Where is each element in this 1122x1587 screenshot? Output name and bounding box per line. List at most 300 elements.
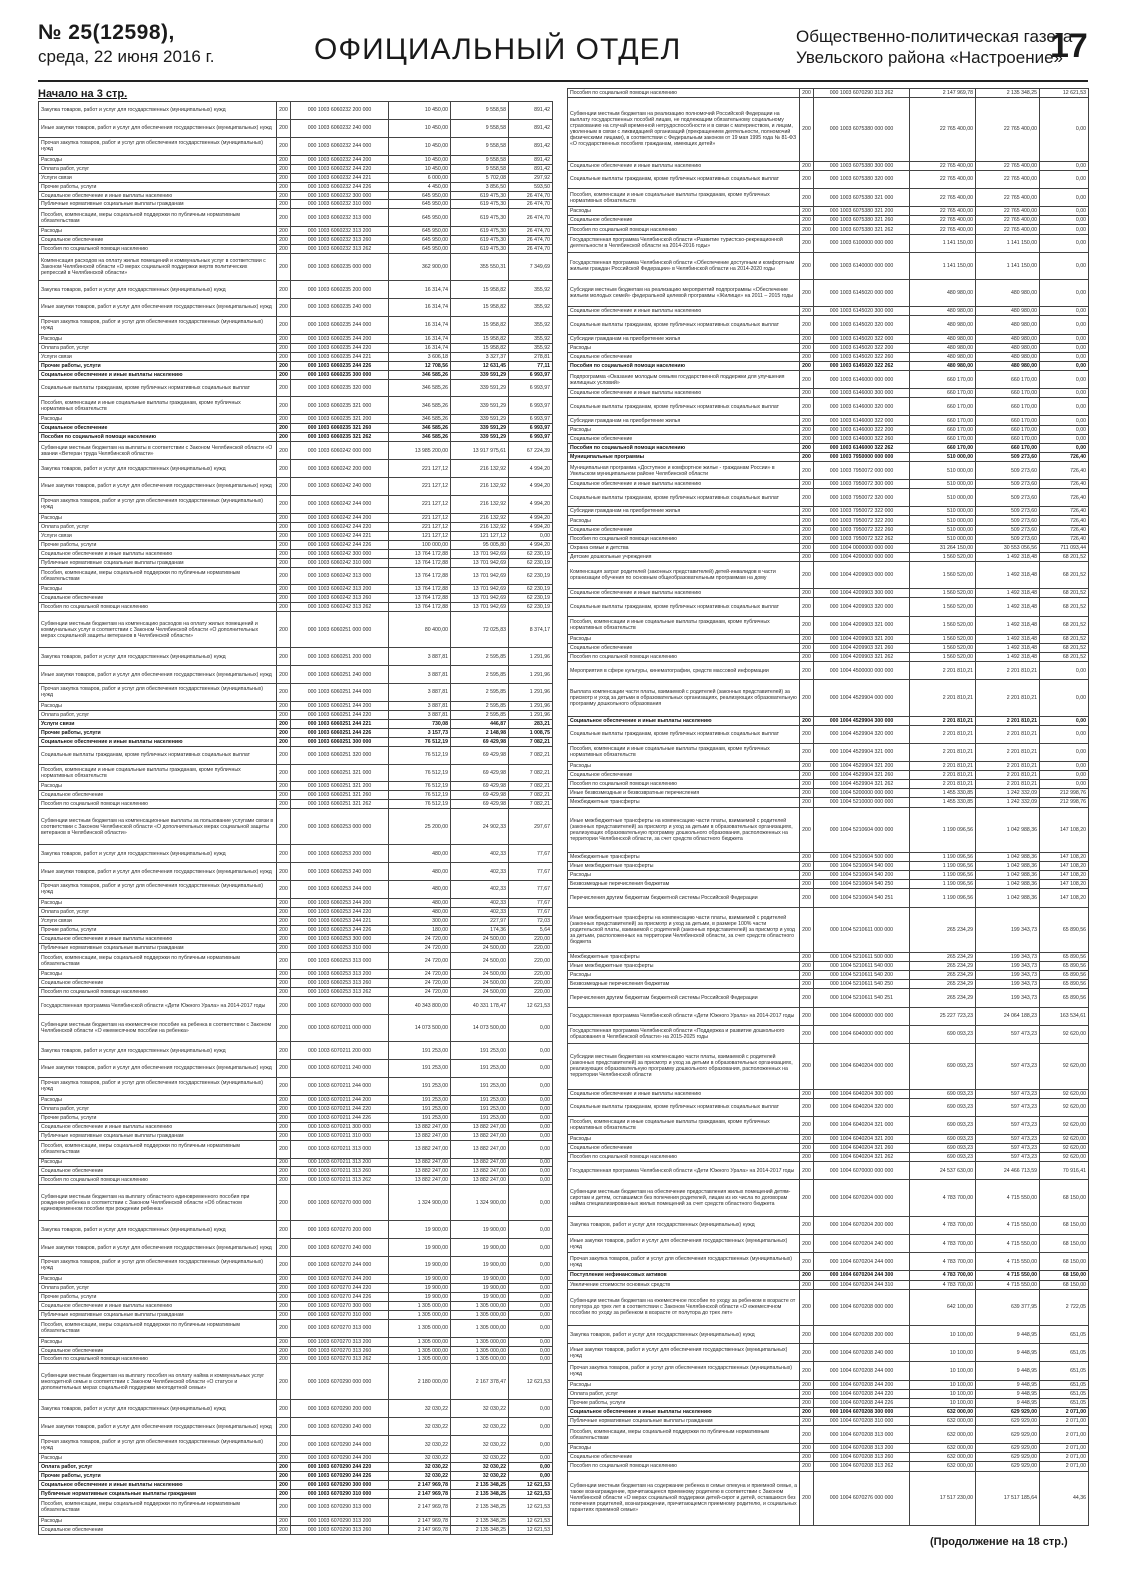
row-executed-amount: 1 242 332,09 <box>976 789 1040 798</box>
row-code-200: 200 <box>800 352 814 361</box>
row-budget-code: 000 1003 6070290 240 000 <box>291 1418 389 1436</box>
row-description: Оплата работ, услуг <box>39 1104 277 1113</box>
row-unexecuted-amount: 220,00 <box>509 970 553 979</box>
row-approved-amount: 1 455 330,85 <box>910 789 976 798</box>
row-executed-amount: 199 343,73 <box>976 980 1040 989</box>
row-budget-code: 000 1003 6060251 244 000 <box>291 683 389 701</box>
row-code-200: 200 <box>277 460 291 478</box>
row-approved-amount: 2 201 810,21 <box>910 762 976 771</box>
row-approved-amount: 10 100,00 <box>910 1380 976 1389</box>
row-code-200: 200 <box>800 662 814 680</box>
row-unexecuted-amount: 2 071,00 <box>1040 1453 1089 1462</box>
row-executed-amount: 199 343,73 <box>976 971 1040 980</box>
row-approved-amount: 2 201 810,21 <box>910 716 976 725</box>
table-row <box>568 489 1089 507</box>
row-executed-amount: 13 882 247,00 <box>451 1176 509 1185</box>
row-unexecuted-amount: 26 474,70 <box>509 200 553 209</box>
row-code-200: 200 <box>277 361 291 370</box>
row-budget-code: 000 1004 6070204 240 000 <box>814 1235 910 1253</box>
row-budget-code: 000 1003 6070211 313 262 <box>291 1176 389 1185</box>
row-description: Социальное обеспечение и иные выплаты населению <box>568 716 800 725</box>
row-approved-amount: 2 201 810,21 <box>910 662 976 680</box>
row-description: Закупка товаров, работ и услуг для государственных (муниципальных) нужд <box>39 460 277 478</box>
row-approved-amount: 16 314,74 <box>389 281 451 299</box>
row-executed-amount: 227,97 <box>451 916 509 925</box>
row-budget-code: 000 1004 6070204 000 000 <box>814 1180 910 1216</box>
row-budget-code: 000 1003 6075380 000 000 <box>814 98 910 162</box>
row-code-200: 200 <box>800 1326 814 1344</box>
row-unexecuted-amount: 0,00 <box>509 1301 553 1310</box>
row-code-200: 200 <box>277 1095 291 1104</box>
row-budget-code: 000 1004 6040204 321 262 <box>814 1153 910 1162</box>
table-row <box>39 1077 553 1095</box>
table-row <box>39 1418 553 1436</box>
table-row <box>39 379 553 397</box>
row-unexecuted-amount: 65 890,56 <box>1040 989 1089 1007</box>
row-unexecuted-amount: 0,00 <box>509 1113 553 1122</box>
row-approved-amount: 265 234,29 <box>910 971 976 980</box>
continued-to-label: (Продолжение на 18 стр.) <box>930 1536 1068 1548</box>
row-budget-code: 000 1004 6040204 321 000 <box>814 1116 910 1134</box>
row-description: Пособия по социальной помощи населению <box>39 603 277 612</box>
row-description: Субсидии местным бюджетам на компенсацию части платы, взимаемой с родителей (законных представителей) за присмотр и уход за детьми в образовательных организациях, реализующих образовательную программу дошкольного образования, расположенных на территории Челябинской области <box>568 1044 800 1090</box>
row-executed-amount: 69 429,98 <box>451 764 509 782</box>
row-code-200: 200 <box>800 853 814 862</box>
table-row <box>39 191 553 200</box>
table-row <box>39 513 553 522</box>
row-description: Прочая закупка товаров, работ и услуг для обеспечения государственных (муниципальных) нужд <box>568 1253 800 1271</box>
table-row <box>568 161 1089 170</box>
row-description: Пособия, компенсации, меры социальной поддержки по публичным нормативным обязательствам <box>39 1498 277 1516</box>
row-code-200: 200 <box>800 1344 814 1362</box>
table-row <box>39 916 553 925</box>
row-approved-amount: 2 201 810,21 <box>910 780 976 789</box>
row-executed-amount: 13 701 942,69 <box>451 603 509 612</box>
row-unexecuted-amount: 0,00 <box>509 1471 553 1480</box>
row-code-200: 200 <box>800 743 814 761</box>
row-unexecuted-amount: 355,92 <box>509 343 553 352</box>
row-unexecuted-amount: 5,64 <box>509 925 553 934</box>
row-code-200: 200 <box>277 1239 291 1257</box>
row-budget-code: 000 1003 6075380 321 000 <box>814 189 910 207</box>
row-code-200: 200 <box>800 862 814 871</box>
row-executed-amount: 660 170,00 <box>976 398 1040 416</box>
row-executed-amount: 2 595,85 <box>451 683 509 701</box>
table-row <box>39 719 553 728</box>
table-row <box>39 1310 553 1319</box>
row-approved-amount: 191 253,00 <box>389 1077 451 1095</box>
row-description: Социальное обеспечение <box>568 216 800 225</box>
row-description: Прочие работы, услуги <box>39 1113 277 1122</box>
row-executed-amount: 22 765 400,00 <box>976 225 1040 234</box>
row-code-200: 200 <box>800 1462 814 1471</box>
row-unexecuted-amount: 2 071,00 <box>1040 1416 1089 1425</box>
table-row <box>568 1044 1089 1090</box>
row-description: Пособия по социальной помощи населению <box>39 800 277 809</box>
row-executed-amount: 13 882 247,00 <box>451 1122 509 1131</box>
row-code-200: 200 <box>277 1400 291 1418</box>
row-unexecuted-amount: 4 994,20 <box>509 522 553 531</box>
row-unexecuted-amount: 62 230,19 <box>509 603 553 612</box>
row-approved-amount: 265 234,29 <box>910 980 976 989</box>
row-approved-amount: 1 305 000,00 <box>389 1301 451 1310</box>
table-row <box>39 1257 553 1275</box>
row-unexecuted-amount: 651,05 <box>1040 1380 1089 1389</box>
row-unexecuted-amount: 0,00 <box>1040 207 1089 216</box>
row-approved-amount: 3 157,73 <box>389 728 451 737</box>
row-budget-code: 000 1004 6070208 313 262 <box>814 1462 910 1471</box>
row-executed-amount: 629 929,00 <box>976 1444 1040 1453</box>
row-executed-amount: 480 980,00 <box>976 343 1040 352</box>
row-unexecuted-amount: 355,92 <box>509 281 553 299</box>
table-row <box>568 1389 1089 1398</box>
row-code-200: 200 <box>277 102 291 120</box>
table-row <box>39 809 553 845</box>
row-budget-code: 000 1003 6060253 310 000 <box>291 943 389 952</box>
row-code-200: 200 <box>277 200 291 209</box>
row-code-200: 200 <box>277 728 291 737</box>
row-executed-amount: 2 201 810,21 <box>976 762 1040 771</box>
row-description: Социальное обеспечение <box>568 352 800 361</box>
table-row <box>568 225 1089 234</box>
row-approved-amount: 632 000,00 <box>910 1416 976 1425</box>
row-description: Подпрограмма «Оказание молодым семьям государственной поддержки для улучшения жилищных условий» <box>568 370 800 388</box>
row-approved-amount: 510 000,00 <box>910 452 976 461</box>
row-approved-amount: 2 147 969,78 <box>389 1480 451 1489</box>
row-code-200: 200 <box>277 137 291 155</box>
table-row <box>39 728 553 737</box>
row-budget-code: 000 1003 6070211 313 260 <box>291 1167 389 1176</box>
row-code-200: 200 <box>277 540 291 549</box>
row-executed-amount: 619 475,30 <box>451 236 509 245</box>
row-description: Иные закупки товаров, работ и услуг для обеспечения государственных (муниципальных) нужд <box>39 863 277 881</box>
row-code-200: 200 <box>800 771 814 780</box>
row-budget-code: 000 1003 6070290 313 000 <box>291 1498 389 1516</box>
row-approved-amount: 24 720,00 <box>389 970 451 979</box>
row-executed-amount: 32 030,22 <box>451 1471 509 1480</box>
row-code-200: 200 <box>277 567 291 585</box>
row-unexecuted-amount: 147 108,20 <box>1040 871 1089 880</box>
row-description: Оплата работ, услуг <box>39 1462 277 1471</box>
row-description: Расходы <box>568 1135 800 1144</box>
row-budget-code: 000 1004 6040204 320 000 <box>814 1098 910 1116</box>
row-unexecuted-amount: 70 916,41 <box>1040 1162 1089 1180</box>
row-code-200: 200 <box>800 216 814 225</box>
table-row <box>39 710 553 719</box>
budget-table-right <box>567 88 1089 1526</box>
row-executed-amount: 174,36 <box>451 925 509 934</box>
row-budget-code: 000 1003 6060242 200 000 <box>291 460 389 478</box>
row-code-200: 200 <box>277 334 291 343</box>
row-unexecuted-amount: 62 230,19 <box>509 585 553 594</box>
row-approved-amount: 13 764 172,88 <box>389 603 451 612</box>
row-executed-amount: 446,87 <box>451 719 509 728</box>
row-budget-code: 000 1003 6070270 300 000 <box>291 1301 389 1310</box>
row-budget-code: 000 1003 6060253 244 220 <box>291 907 389 916</box>
row-description: Пособия, компенсации и иные социальные выплаты гражданам, кроме публичных нормативных обязательств <box>568 189 800 207</box>
row-unexecuted-amount: 68 201,52 <box>1040 589 1089 598</box>
table-row <box>39 666 553 684</box>
row-code-200: 200 <box>277 415 291 424</box>
row-code-200: 200 <box>277 934 291 943</box>
row-executed-amount: 1 305 000,00 <box>451 1310 509 1319</box>
row-budget-code: 000 1003 6070290 000 000 <box>291 1364 389 1400</box>
table-row <box>568 1135 1089 1144</box>
row-approved-amount: 25 227 723,23 <box>910 1007 976 1025</box>
table-row <box>39 701 553 710</box>
row-approved-amount: 24 720,00 <box>389 943 451 952</box>
table-row <box>39 245 553 254</box>
row-unexecuted-amount: 4 994,20 <box>509 460 553 478</box>
table-row <box>39 558 553 567</box>
row-unexecuted-amount: 77,67 <box>509 845 553 863</box>
table-row <box>568 1326 1089 1344</box>
row-budget-code: 000 1004 6070276 000 000 <box>814 1471 910 1526</box>
row-budget-code: 000 1003 6060251 000 000 <box>291 612 389 648</box>
row-description: Субвенции местным бюджетам на выплаты в соответствии с Законом Челябинской области «О звании «Ветеран труда Челябинской области» <box>39 442 277 460</box>
table-row <box>568 1280 1089 1289</box>
row-budget-code: 000 1003 6070270 244 220 <box>291 1283 389 1292</box>
row-unexecuted-amount: 220,00 <box>509 988 553 997</box>
row-unexecuted-amount: 0,00 <box>509 1167 553 1176</box>
row-budget-code: 000 1003 6070270 200 000 <box>291 1221 389 1239</box>
row-executed-amount: 1 141 150,00 <box>976 234 1040 252</box>
row-executed-amount: 13 882 247,00 <box>451 1140 509 1158</box>
row-unexecuted-amount: 68 150,00 <box>1040 1271 1089 1280</box>
row-description: Закупка товаров, работ и услуг для государственных (муниципальных) нужд <box>39 1400 277 1418</box>
table-row <box>39 737 553 746</box>
row-description: Социальные выплаты гражданам, кроме публичных нормативных социальных выплат <box>568 170 800 188</box>
row-unexecuted-amount: 726,40 <box>1040 461 1089 479</box>
row-code-200: 200 <box>800 1025 814 1043</box>
row-executed-amount: 69 429,98 <box>451 791 509 800</box>
table-row <box>39 1167 553 1176</box>
table-row <box>39 182 553 191</box>
row-description: Иные закупки товаров, работ и услуг для обеспечения государственных (муниципальных) нужд <box>39 666 277 684</box>
row-description: Социальное обеспечение <box>568 1144 800 1153</box>
row-code-200: 200 <box>277 997 291 1015</box>
row-unexecuted-amount: 6 993,97 <box>509 424 553 433</box>
row-executed-amount: 1 492 318,48 <box>976 634 1040 643</box>
row-approved-amount: 76 512,19 <box>389 782 451 791</box>
row-code-200: 200 <box>277 988 291 997</box>
row-approved-amount: 22 765 400,00 <box>910 207 976 216</box>
row-code-200: 200 <box>277 352 291 361</box>
row-approved-amount: 22 765 400,00 <box>910 98 976 162</box>
row-approved-amount: 22 765 400,00 <box>910 225 976 234</box>
table-row <box>568 971 1089 980</box>
row-budget-code: 000 1003 6146000 300 000 <box>814 389 910 398</box>
row-approved-amount: 2 180 000,00 <box>389 1364 451 1400</box>
row-approved-amount: 1 190 096,56 <box>910 807 976 853</box>
row-budget-code: 000 1003 6140000 000 000 <box>814 252 910 279</box>
row-unexecuted-amount: 0,00 <box>1040 416 1089 425</box>
row-code-200: 200 <box>277 666 291 684</box>
row-budget-code: 000 1003 6145020 322 000 <box>814 334 910 343</box>
row-approved-amount: 76 512,19 <box>389 800 451 809</box>
row-unexecuted-amount: 2 071,00 <box>1040 1426 1089 1444</box>
row-executed-amount: 2 135 348,25 <box>451 1525 509 1534</box>
row-description: Прочие работы, услуги <box>568 1398 800 1407</box>
row-budget-code: 000 1004 4529904 321 262 <box>814 780 910 789</box>
row-code-200: 200 <box>277 1257 291 1275</box>
table-row <box>39 1274 553 1283</box>
row-budget-code: 000 1003 6060232 240 000 <box>291 119 389 137</box>
row-executed-amount: 9 558,58 <box>451 155 509 164</box>
row-approved-amount: 1 455 330,85 <box>910 798 976 807</box>
row-approved-amount: 2 201 810,21 <box>910 771 976 780</box>
row-description: Публичные нормативные социальные выплаты гражданам <box>568 1416 800 1425</box>
row-code-200: 200 <box>800 1116 814 1134</box>
row-budget-code: 000 1003 6070211 244 226 <box>291 1113 389 1122</box>
row-code-200: 200 <box>277 1462 291 1471</box>
table-row <box>568 1089 1089 1098</box>
table-row <box>39 531 553 540</box>
row-budget-code: 000 1003 6070290 244 226 <box>291 1471 389 1480</box>
row-description: Социальное обеспечение и иные выплаты населению <box>568 589 800 598</box>
row-unexecuted-amount: 0,00 <box>1040 662 1089 680</box>
row-unexecuted-amount: 92 620,00 <box>1040 1144 1089 1153</box>
row-executed-amount: 216 132,92 <box>451 495 509 513</box>
row-budget-code: 000 1004 4209903 000 000 <box>814 561 910 588</box>
table-row <box>568 871 1089 880</box>
row-description: Социальное обеспечение и иные выплаты населению <box>568 1407 800 1416</box>
table-row <box>39 155 553 164</box>
row-budget-code: 000 1004 4209903 321 260 <box>814 643 910 652</box>
row-budget-code: 000 1004 6070208 240 000 <box>814 1344 910 1362</box>
table-row <box>568 216 1089 225</box>
table-row <box>39 352 553 361</box>
row-description: Закупка товаров, работ и услуг для государственных (муниципальных) нужд <box>39 102 277 120</box>
table-row <box>568 1271 1089 1280</box>
row-executed-amount: 24 500,00 <box>451 934 509 943</box>
row-code-200: 200 <box>800 725 814 743</box>
row-description: Пособия по социальной помощи населению <box>568 780 800 789</box>
table-row <box>39 1337 553 1346</box>
row-code-200: 200 <box>277 970 291 979</box>
table-row <box>39 1176 553 1185</box>
row-code-200: 200 <box>277 979 291 988</box>
row-executed-amount: 619 475,30 <box>451 245 509 254</box>
row-executed-amount: 32 030,22 <box>451 1436 509 1454</box>
row-code-200: 200 <box>277 594 291 603</box>
row-budget-code: 000 1004 5210604 000 000 <box>814 807 910 853</box>
row-unexecuted-amount: 726,40 <box>1040 525 1089 534</box>
row-executed-amount: 1 042 988,36 <box>976 880 1040 889</box>
row-unexecuted-amount: 68 150,00 <box>1040 1280 1089 1289</box>
row-unexecuted-amount: 0,00 <box>1040 680 1089 716</box>
row-code-200: 200 <box>277 603 291 612</box>
row-executed-amount: 13 882 247,00 <box>451 1167 509 1176</box>
row-description: Пособия, компенсации, меры социальной поддержки по публичным нормативным обязательствам <box>39 1319 277 1337</box>
row-unexecuted-amount: 147 108,20 <box>1040 807 1089 853</box>
row-description: Услуги связи <box>39 531 277 540</box>
row-executed-amount: 660 170,00 <box>976 389 1040 398</box>
table-row <box>568 1007 1089 1025</box>
row-budget-code: 000 1003 6070290 244 200 <box>291 1453 389 1462</box>
row-code-200: 200 <box>277 298 291 316</box>
row-executed-amount: 13 701 942,69 <box>451 549 509 558</box>
table-row <box>568 953 1089 962</box>
row-code-200: 200 <box>277 254 291 281</box>
row-code-200: 200 <box>277 710 291 719</box>
row-code-200: 200 <box>277 522 291 531</box>
row-approved-amount: 346 585,26 <box>389 379 451 397</box>
row-description: Муниципальная программа «Доступное и комфортное жилье - гражданам России» в Увельском муниципальном районе Челябинской области <box>568 461 800 479</box>
row-unexecuted-amount: 651,05 <box>1040 1389 1089 1398</box>
row-unexecuted-amount: 0,00 <box>509 1077 553 1095</box>
row-approved-amount: 510 000,00 <box>910 534 976 543</box>
row-executed-amount: 199 343,73 <box>976 989 1040 1007</box>
row-code-200: 200 <box>800 907 814 953</box>
row-code-200: 200 <box>800 234 814 252</box>
table-row <box>39 907 553 916</box>
row-unexecuted-amount: 0,00 <box>1040 161 1089 170</box>
row-budget-code: 000 1003 6060251 240 000 <box>291 666 389 684</box>
row-executed-amount: 191 253,00 <box>451 1077 509 1095</box>
row-description: Прочие работы, услуги <box>39 925 277 934</box>
row-executed-amount: 339 591,29 <box>451 433 509 442</box>
row-executed-amount: 480 980,00 <box>976 280 1040 307</box>
row-budget-code: 000 1004 4200000 000 000 <box>814 552 910 561</box>
row-budget-code: 000 1003 6070270 244 226 <box>291 1292 389 1301</box>
table-row <box>39 1239 553 1257</box>
table-row <box>39 594 553 603</box>
row-unexecuted-amount: 26 474,70 <box>509 209 553 227</box>
row-unexecuted-amount: 68 201,52 <box>1040 561 1089 588</box>
page-header <box>38 18 1088 76</box>
row-budget-code: 000 1003 6060242 313 260 <box>291 594 389 603</box>
row-description: Социальное обеспечение <box>39 979 277 988</box>
row-approved-amount: 2 201 810,21 <box>910 680 976 716</box>
row-description: Прочие работы, услуги <box>39 1292 277 1301</box>
budget-table-left <box>38 101 553 1535</box>
row-unexecuted-amount: 0,00 <box>1040 716 1089 725</box>
table-row <box>568 307 1089 316</box>
row-description: Социальные выплаты гражданам, кроме публичных нормативных социальных выплат <box>39 379 277 397</box>
row-executed-amount: 13 701 942,69 <box>451 567 509 585</box>
row-description: Государственная программа Челябинской области «Дети Южного Урала» на 2014-2017 годы <box>39 997 277 1015</box>
row-description: Публичные нормативные социальные выплаты гражданам <box>39 1489 277 1498</box>
table-row <box>568 1098 1089 1116</box>
row-code-200: 200 <box>277 907 291 916</box>
row-approved-amount: 10 450,00 <box>389 119 451 137</box>
row-unexecuted-amount: 4 994,20 <box>509 495 553 513</box>
row-approved-amount: 16 314,74 <box>389 334 451 343</box>
table-row <box>568 189 1089 207</box>
row-description: Расходы <box>568 1380 800 1389</box>
row-approved-amount: 690 093,23 <box>910 1144 976 1153</box>
row-budget-code: 000 1004 6070208 300 000 <box>814 1407 910 1416</box>
table-row <box>39 164 553 173</box>
row-description: Субвенции местным бюджетам на содержание ребенка в семье опекуна и приемной семье, а также вознаграждение, причитающееся приемному родителю в соответствии с Законом Челябинской области «О мерах социальной поддержки детей-сирот и детей, оставшихся без попечения родителей, вознаграждении, причитающемся приемному родителю, и социальных гарантиях приемной семье» <box>568 1471 800 1526</box>
row-executed-amount: 660 170,00 <box>976 434 1040 443</box>
row-unexecuted-amount: 68 201,52 <box>1040 652 1089 661</box>
table-row <box>39 1015 553 1042</box>
row-code-200: 200 <box>277 1140 291 1158</box>
row-approved-amount: 3 887,81 <box>389 701 451 710</box>
row-unexecuted-amount: 2 071,00 <box>1040 1407 1089 1416</box>
table-row <box>568 507 1089 516</box>
row-unexecuted-amount: 891,42 <box>509 155 553 164</box>
table-row <box>568 771 1089 780</box>
row-unexecuted-amount: 0,00 <box>509 1418 553 1436</box>
row-code-200: 200 <box>277 1221 291 1239</box>
row-executed-amount: 629 929,00 <box>976 1407 1040 1416</box>
row-executed-amount: 191 253,00 <box>451 1104 509 1113</box>
row-budget-code: 000 1004 4529904 320 000 <box>814 725 910 743</box>
row-description: Иные закупки товаров, работ и услуг для обеспечения государственных (муниципальных) нужд <box>39 1418 277 1436</box>
